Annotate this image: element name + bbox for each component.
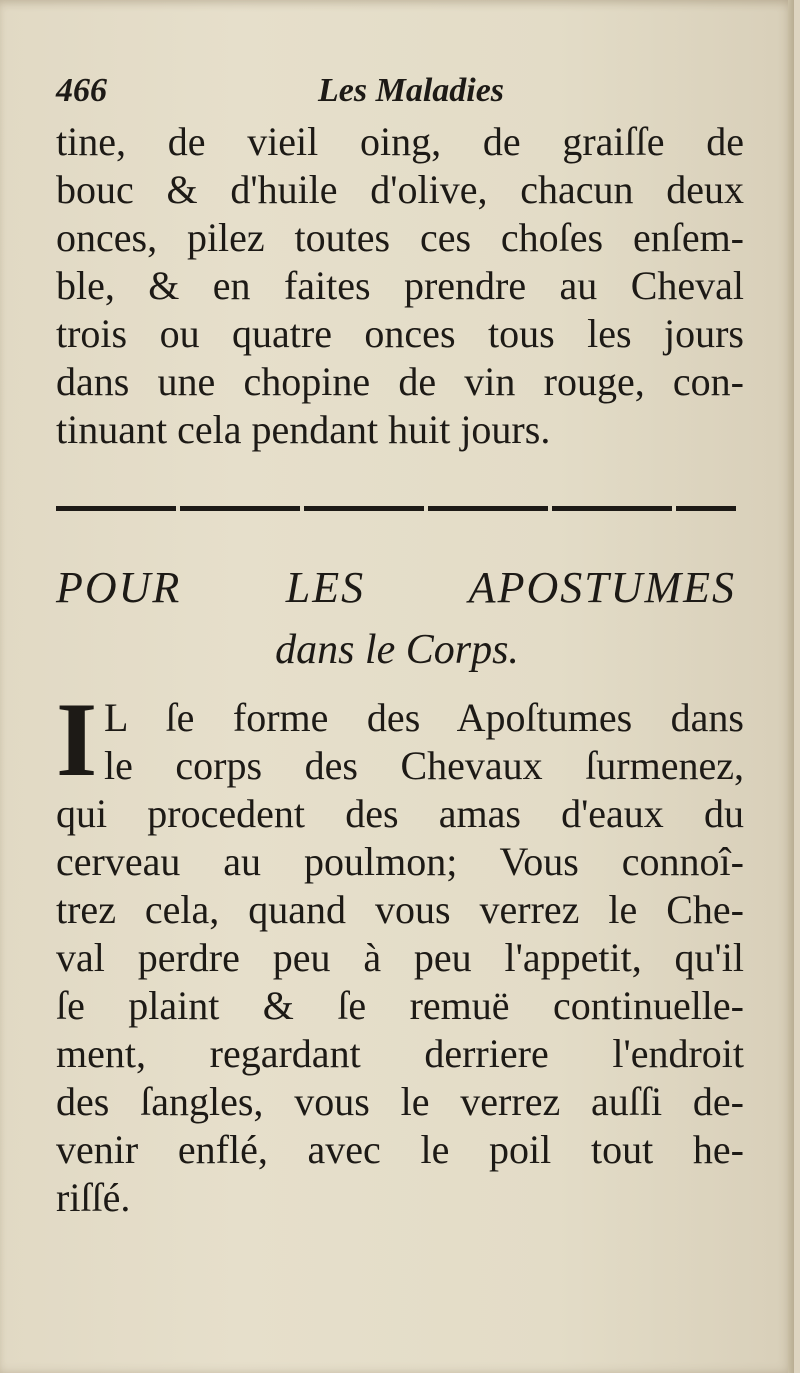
text-line: onces, pilez toutes ces choſes enſem- bbox=[56, 215, 744, 260]
running-head-title: Les Maladies bbox=[318, 72, 505, 109]
text-line: ſe plaint & ſe remuë continuelle- bbox=[56, 983, 744, 1028]
text-line: le corps des Chevaux ſurmenez, bbox=[104, 743, 744, 788]
text-line: ble, & en faites prendre au Cheval bbox=[56, 263, 744, 308]
text-line: ment, regardant derriere l'endroit bbox=[56, 1031, 744, 1076]
text-line: val perdre peu à peu l'appetit, qu'il bbox=[56, 935, 744, 980]
text-line: venir enflé, avec le poil tout he- bbox=[56, 1127, 744, 1172]
text-line: L ſe forme des Apoſtumes dans bbox=[104, 695, 744, 740]
drop-cap: I bbox=[56, 681, 98, 798]
text-line: tine, de vieil oing, de graiſſe de bbox=[56, 119, 744, 164]
text-line: riſſé. bbox=[56, 1175, 131, 1220]
section-subheading: dans le Corps. bbox=[275, 627, 519, 673]
section-divider bbox=[56, 506, 736, 511]
running-head bbox=[56, 72, 746, 118]
text-line: tinuant cela pendant huit jours. bbox=[56, 407, 551, 452]
text-line: cerveau au poulmon; Vous connoî- bbox=[56, 839, 744, 884]
paragraph-body bbox=[56, 681, 744, 1222]
page-edge bbox=[788, 0, 794, 1373]
text-line: qui procedent des amas d'eaux du bbox=[56, 791, 744, 836]
text-line: bouc & d'huile d'olive, chacun deux bbox=[56, 167, 744, 212]
section-heading: POUR LES APOSTUMES bbox=[56, 563, 736, 612]
text-line: trez cela, quand vous verrez le Che- bbox=[56, 887, 744, 932]
paragraph-continuation bbox=[56, 118, 744, 454]
text-line: trois ou quatre onces tous les jours bbox=[56, 311, 744, 356]
text-line: des ſangles, vous le verrez auſſi de- bbox=[56, 1079, 744, 1124]
page-number: 466 bbox=[56, 72, 107, 109]
text-line: dans une chopine de vin rouge, con- bbox=[56, 359, 744, 404]
